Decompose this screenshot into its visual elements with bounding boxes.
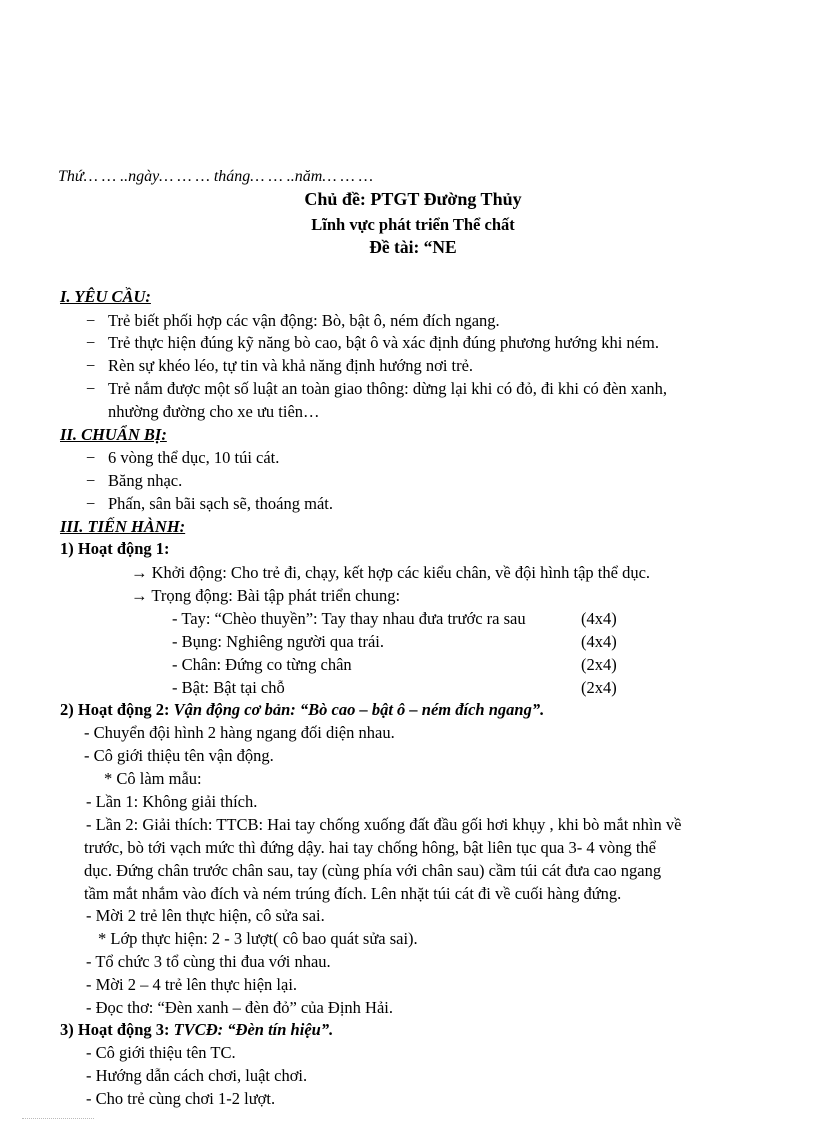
text-line: trước, bò tới vạch mức thì đứng dậy. hai tay chống hông, bật liên tục qua 3- 4 vòng thể: [84, 838, 656, 857]
footer-dotted-line: [22, 1118, 94, 1119]
exercise-name: - Chân: Đứng co từng chân: [172, 655, 352, 674]
date-line: Thứ… … ..ngày… … … tháng… … ..năm… … …: [58, 168, 373, 185]
text-line: dục. Đứng chân trước chân sau, tay (cùng phía với chân sau) cầm túi cát đưa cao ngang: [84, 861, 662, 880]
text-line: tầm mắt nhắm vào đích và ném trúng đích. Lên nhặt túi cát đi về cuối hàng đứng.: [84, 884, 622, 903]
text-line: - Cô giới thiệu tên TC.: [86, 1043, 236, 1062]
text-line: - Mời 2 – 4 trẻ lên thực hiện lại.: [86, 975, 298, 994]
warmup-line: → Khởi động: Cho trẻ đi, chạy, kết hợp các kiểu chân, về đội hình tập thể dục.: [131, 563, 651, 582]
exercise-reps: (2x4): [581, 655, 617, 674]
arrow-right-icon: →: [131, 563, 152, 582]
activity-3-title: 3) Hoạt động 3: TVCĐ: “Đèn tín hiệu”.: [60, 1020, 334, 1039]
activity-3-subtitle: TVCĐ: “Đèn tín hiệu”.: [173, 1020, 334, 1039]
arrow-right-icon: →: [131, 586, 152, 605]
topic-title: Chủ đề: PTGT Đường Thủy: [304, 189, 522, 209]
exercise-reps: (4x4): [581, 632, 617, 651]
exercise-name: - Tay: “Chèo thuyền”: Tay thay nhau đưa trước ra sau: [172, 609, 526, 628]
text-line: * Cô làm mẫu:: [104, 769, 202, 788]
list-item: − Băng nhạc.: [86, 471, 183, 490]
list-item: − 6 vòng thể dục, 10 túi cát.: [86, 448, 280, 467]
list-item: − Trẻ nắm được một số luật an toàn giao thông: dừng lại khi có đỏ, đi khi có đèn xanh,: [86, 379, 667, 398]
exercise-name: - Bật: Bật tại chỗ: [172, 678, 285, 697]
field-title: Lĩnh vực phát triển Thể chất: [311, 215, 515, 234]
text-line: - Hướng dẫn cách chơi, luật chơi.: [86, 1066, 308, 1085]
text-line: - Cô giới thiệu tên vận động.: [84, 746, 274, 765]
list-item: − Trẻ biết phối hợp các vận động: Bò, bật ô, ném đích ngang.: [86, 311, 500, 330]
text-line: - Mời 2 trẻ lên thực hiện, cô sửa sai.: [86, 906, 325, 925]
text-line: - Chuyển đội hình 2 hàng ngang đối diện nhau.: [84, 723, 395, 742]
list-item-continuation: nhường đường cho xe ưu tiên…: [108, 402, 320, 421]
exercise-name: - Bụng: Nghiêng người qua trái.: [172, 632, 384, 651]
activity-2-title: 2) Hoạt động 2: Vận động cơ bản: “Bò cao – bật ô – ném đích ngang”.: [60, 700, 545, 719]
section-2-heading: II. CHUẨN BỊ:: [60, 425, 167, 444]
text-line: - Lần 1: Không giải thích.: [86, 792, 258, 811]
text-line: - Lần 2: Giải thích: TTCB: Hai tay chống xuống đất đầu gối hơi khụy , khi bò mắt nhìn về: [86, 815, 682, 834]
activity-1-title: 1) Hoạt động 1:: [60, 539, 170, 558]
list-item: − Rèn sự khéo léo, tự tin và khả năng định hướng nơi trẻ.: [86, 356, 474, 375]
text-line: - Tổ chức 3 tổ cùng thi đua với nhau.: [86, 952, 331, 971]
section-3-heading: III. TIẾN HÀNH:: [60, 517, 186, 536]
exercise-reps: (4x4): [581, 609, 617, 628]
text-line: - Đọc thơ: “Đèn xanh – đèn đỏ” của Định Hải.: [86, 998, 394, 1017]
exercise-reps: (2x4): [581, 678, 617, 697]
subject-title: Đề tài: “NE: [369, 237, 457, 257]
section-1-heading: I. YÊU CẦU:: [60, 287, 151, 306]
activity-2-subtitle: Vận động cơ bản: “Bò cao – bật ô – ném đích ngang”.: [173, 700, 545, 719]
main-exercise-line: → Trọng động: Bài tập phát triển chung:: [131, 586, 401, 605]
text-line: - Cho trẻ cùng chơi 1-2 lượt.: [86, 1089, 276, 1108]
list-item: − Phấn, sân bãi sạch sẽ, thoáng mát.: [86, 494, 333, 513]
list-item: − Trẻ thực hiện đúng kỹ năng bò cao, bật ô và xác định đúng phương hướng khi ném.: [86, 333, 659, 352]
text-line: * Lớp thực hiện: 2 - 3 lượt( cô bao quát sửa sai).: [98, 929, 418, 948]
